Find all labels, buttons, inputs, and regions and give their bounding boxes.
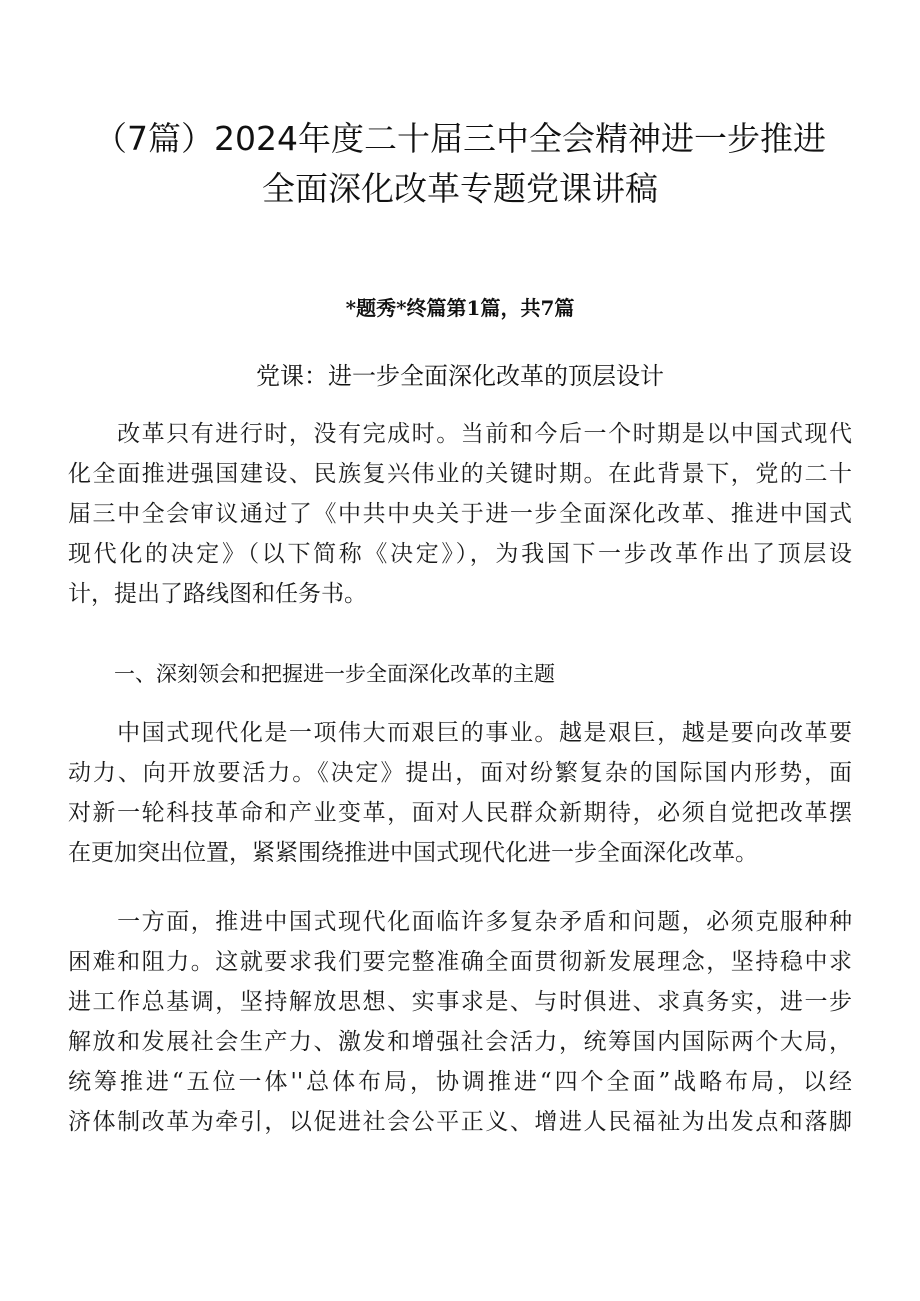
- paragraph-line: 进工作总基调，坚持解放思想、实事求是、与时俱进、求真务实，进一步: [68, 989, 852, 1015]
- paragraph-line: 动力、向开放要活力。《决定》提出，面对纷繁复杂的国际国内形势，面: [68, 760, 852, 786]
- paragraph-line: 统筹推进“五位一体''总体布局，协调推进“四个全面”战略布局，以经: [68, 1069, 852, 1095]
- paragraph-theme: [68, 713, 852, 873]
- paragraph-one-hand: [68, 902, 852, 1142]
- paragraph-line: 解放和发展社会生产力、激发和增强社会活力，统筹国内国际两个大局，: [68, 1029, 852, 1055]
- paragraph-line: 一方面，推进中国式现代化面临许多复杂矛盾和问题，必须克服种种: [68, 909, 852, 935]
- section-heading-1: 一、深刻领会和把握进一步全面深化改革的主题: [114, 662, 555, 686]
- paragraph-line: 中国式现代化是一项伟大而艰巨的事业。越是艰巨，越是要向改革要: [68, 720, 852, 746]
- paragraph-line: 济体制改革为牵引，以促进社会公平正义、增进人民福祉为出发点和落脚: [68, 1109, 852, 1135]
- paragraph-line: 改革只有进行时，没有完成时。当前和今后一个时期是以中国式现代: [68, 421, 852, 447]
- paragraph-line: 在更加突出位置，紧紧围绕推进中国式现代化进一步全面深化改革。: [68, 840, 758, 866]
- paragraph-line: 现代化的决定》（以下简称《决定》），为我国下一步改革作出了顶层设: [68, 541, 852, 567]
- paragraph-line: 届三中全会审议通过了《中共中央关于进一步全面深化改革、推进中国式: [68, 501, 852, 527]
- paragraph-line: 计，提出了路线图和任务书。: [68, 581, 367, 607]
- series-note: *题秀*终篇第1篇，共7篇: [345, 296, 575, 320]
- document-title-line-1: （7篇）2024年度二十届三中全会精神进一步推进: [94, 119, 826, 158]
- document-title-line-2: 全面深化改革专题党课讲稿: [262, 169, 658, 208]
- paragraph-line: 化全面推进强国建设、民族复兴伟业的关键时期。在此背景下，党的二十: [68, 461, 852, 487]
- paragraph-intro: [68, 414, 852, 614]
- paragraph-line: 困难和阻力。这就要求我们要完整准确全面贯彻新发展理念，坚持稳中求: [68, 949, 852, 975]
- lecture-title: 党课：进一步全面深化改革的顶层设计: [256, 362, 664, 390]
- paragraph-line: 对新一轮科技革命和产业变革，面对人民群众新期待，必须自觉把改革摆: [68, 800, 852, 826]
